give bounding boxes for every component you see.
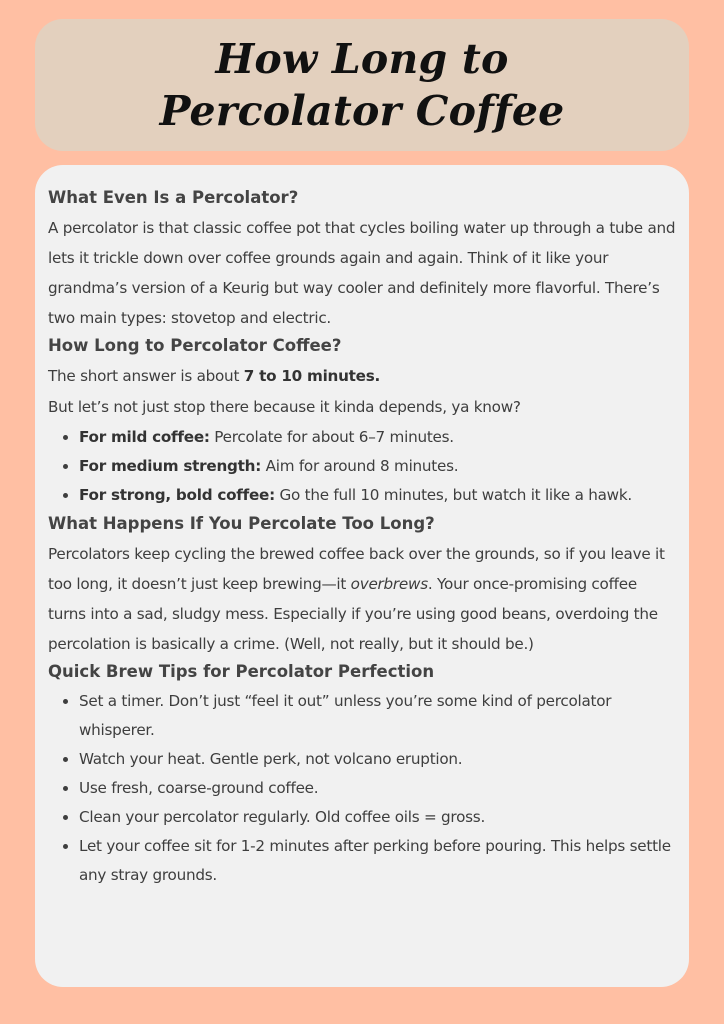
bullet-icon <box>63 815 68 820</box>
list-item-mild <box>63 423 677 452</box>
page-title-line-2: Percolator Coffee <box>159 87 565 135</box>
list-item-text: Go the full 10 minutes, but watch it like a hawk. <box>274 486 632 504</box>
list-item-tip <box>63 832 677 890</box>
bullet-icon <box>63 757 68 762</box>
tip-text: Set a timer. Don’t just “feel it out” unless you’re some kind of percolator whisperer. <box>79 692 612 739</box>
paragraph-short-answer <box>48 361 677 391</box>
list-item-tip <box>63 803 677 832</box>
section-heading-how-long: How Long to Percolator Coffee? <box>48 336 342 355</box>
tip-text: Watch your heat. Gentle perk, not volcano eruption. <box>79 750 463 768</box>
bullet-icon <box>63 844 68 849</box>
bullet-icon <box>63 435 68 440</box>
list-item-text: Percolate for about 6–7 minutes. <box>209 428 454 446</box>
bullet-icon <box>63 493 68 498</box>
tip-text: Let your coffee sit for 1-2 minutes after perking before pouring. This helps settle any stray grounds. <box>79 837 671 884</box>
tip-text: Use fresh, coarse-ground coffee. <box>79 779 319 797</box>
list-item-medium <box>63 452 677 481</box>
too-long-text-before: Percolators keep cycling the brewed coffee back over the grounds, so if you leave it too long, it doesn’t just keep brewing—it <box>48 545 665 593</box>
list-item-label: For medium strength: <box>79 457 262 475</box>
list-item-tip <box>63 774 677 803</box>
article-body <box>35 165 689 987</box>
bullet-icon <box>63 786 68 791</box>
title-banner <box>35 19 689 151</box>
section-heading-too-long: What Happens If You Percolate Too Long? <box>48 514 435 533</box>
tips-list <box>48 687 677 890</box>
paragraph-followup: But let’s not just stop there because it kinda depends, ya know? <box>48 398 521 416</box>
bullet-icon <box>63 699 68 704</box>
paragraph-what-is: A percolator is that classic coffee pot that cycles boiling water up through a tube and lets it trickle down over coffee grounds again and again. Think of it like your grandma’s version of a Keurig but way cooler and definitely more flavorful. There’s two main types: stovetop and electric. <box>48 219 676 327</box>
page-title-line-1: How Long to <box>215 35 509 83</box>
list-item-label: For mild coffee: <box>79 428 210 446</box>
too-long-text-after: . Your once-promising coffee turns into a sad, sludgy mess. Especially if you’re using good beans, overdoing the percolation is basically a crime. (Well, not really, but it should be.) <box>48 575 658 653</box>
list-item-text: Aim for around 8 minutes. <box>261 457 459 475</box>
tip-text: Clean your percolator regularly. Old coffee oils = gross. <box>79 808 486 826</box>
bullet-icon <box>63 464 68 469</box>
page-title <box>160 33 565 137</box>
section-heading-what-is: What Even Is a Percolator? <box>48 188 299 207</box>
short-answer-time: 7 to 10 minutes. <box>243 367 381 385</box>
paragraph-too-long <box>48 539 677 659</box>
section-heading-tips: Quick Brew Tips for Percolator Perfection <box>48 662 435 681</box>
too-long-emphasis: overbrews <box>350 575 428 593</box>
short-answer-prefix: The short answer is about <box>48 367 244 385</box>
list-item-strong <box>63 481 677 510</box>
list-item-tip <box>63 745 677 774</box>
strength-list <box>48 423 677 510</box>
list-item-label: For strong, bold coffee: <box>79 486 275 504</box>
list-item-tip <box>63 687 677 745</box>
